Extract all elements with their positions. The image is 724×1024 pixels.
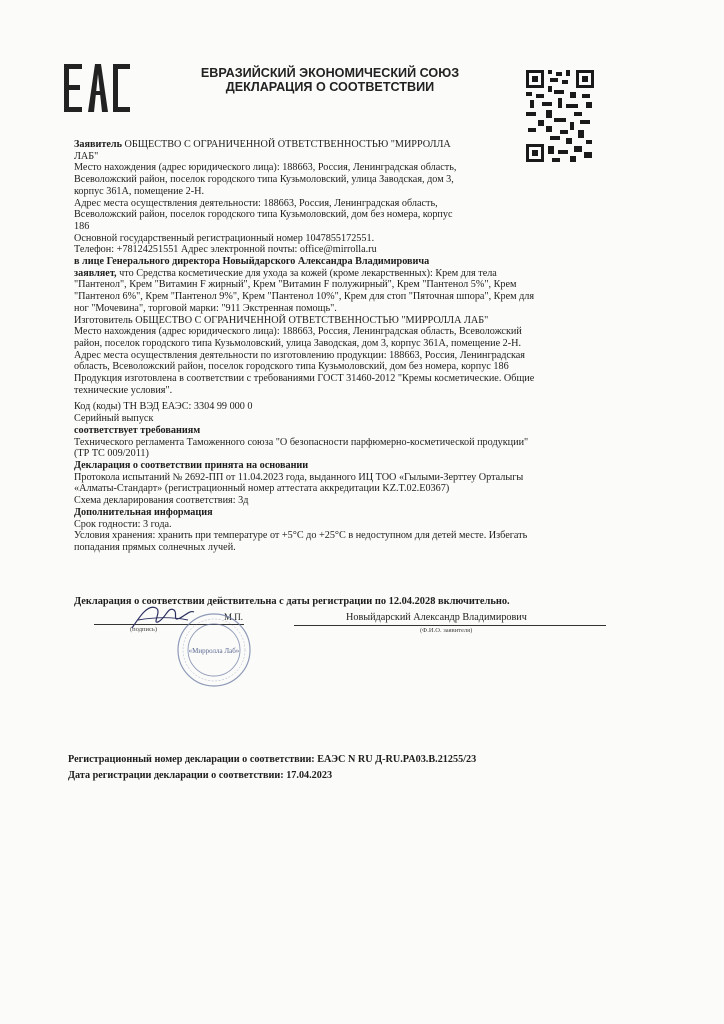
manufacturer: Изготовитель ОБЩЕСТВО С ОГРАНИЧЕННОЙ ОТВЕТСТВЕННОСТЬЮ "МИРРОЛЛА ЛАБ" [74, 314, 489, 326]
legal-address: Всеволожский район, поселок городского типа Кузьмоловский, улица Заводская, дом 3, [74, 174, 454, 186]
declaration-title: ДЕКЛАРАЦИЯ О СООТВЕТСТВИИ [225, 80, 435, 94]
signature-caption: (подпись) [130, 626, 157, 633]
validity-statement: Декларация о соответствии действительна с даты регистрации по 12.04.2028 включительно. [74, 596, 510, 607]
test-protocol: Протокола испытаний № 2692-ПП от 11.04.2023 года, выданного ИЦ ТОО «Гылыми-Зерттеу Орталыгы [74, 471, 524, 483]
product-description: "Пантенол", Крем "Витамин F жирный", Крем "Витамин F полужирный", Крем "Пантенол 5%", Крем [74, 279, 517, 291]
eac-mark-icon [64, 64, 130, 112]
name-line [294, 625, 606, 626]
release-type: Серийный выпуск [74, 413, 154, 425]
manufacturer-activity: Адрес места осуществления деятельности по изготовлению продукции: 188663, Россия, Ленинградская [74, 349, 525, 361]
applicant-label: Заявитель [74, 139, 122, 150]
basis-label: Декларация о соответствии принята на основании [74, 459, 309, 471]
seal-placeholder: М.П. [224, 612, 244, 622]
production-standard: технические условия". [74, 384, 173, 396]
shelf-life: Срок годности: 3 года. [74, 518, 172, 530]
registration-footer [68, 752, 476, 784]
ogrn: Основной государственный регистрационный номер 1047855172551. [74, 232, 375, 244]
registration-date: Дата регистрации декларации о соответствии: 17.04.2023 [68, 770, 333, 781]
applicant-name: ОБЩЕСТВО С ОГРАНИЧЕННОЙ ОТВЕТСТВЕННОСТЬЮ "МИРРОЛЛА [121, 139, 451, 150]
tech-regulation: Технического регламента Таможенного союза "О безопасности парфюмерно-косметической продукции" [74, 436, 529, 448]
tnved-code: Код (коды) ТН ВЭД ЕАЭС: 3304 99 000 0 [74, 401, 253, 413]
activity-address: 186 [74, 220, 90, 232]
activity-address: Всеволожский район, поселок городского типа Кузьмоловский, дом без номера, корпус [74, 209, 453, 221]
document-header [150, 66, 510, 94]
declares-label: заявляет, [74, 267, 117, 279]
storage-conditions: попадания прямых солнечных лучей. [74, 541, 236, 553]
name-caption: (Ф.И.О. заявителя) [420, 627, 473, 634]
applicant-name-cont: ЛАБ" [74, 150, 99, 162]
represented-by: в лице Генерального директора Новыйдарского Александра Владимировича [74, 256, 430, 268]
manufacturer-address: Место нахождения (адрес юридического лица): 188663, Россия, Ленинградская область, Всеволожский [74, 326, 522, 338]
contact-info: Телефон: +78124251551 Адрес электронной почты: office@mirrolla.ru [74, 244, 377, 256]
union-title: ЕВРАЗИЙСКИЙ ЭКОНОМИЧЕСКИЙ СОЮЗ [200, 66, 460, 80]
registration-number: Регистрационный номер декларации о соответствии: ЕАЭС N RU Д-RU.PA03.B.21255/23 [68, 754, 477, 765]
signatory-name: Новыйдарский Александр Владимирович [346, 612, 527, 623]
test-protocol: «Алматы-Стандарт» (регистрационный номер аттестата аккредитации KZ.T.02.E0367) [74, 483, 450, 495]
stamp-text: «Мирролла Лаб» [188, 647, 240, 655]
product-description: что Средства косметические для ухода за кожей (кроме лекарственных): Крем для тела [116, 267, 497, 279]
legal-address: корпус 361А, помещение 2-Н. [74, 185, 205, 197]
product-description: "Пантенол 6%", Крем "Пантенол 9%", Крем "Пантенол 10%", Крем для стоп "Пяточная шпора", Крем для [74, 291, 535, 303]
tech-regulation: (ТР ТС 009/2011) [74, 448, 149, 460]
storage-conditions: Условия хранения: хранить при температуре от +5°C до +25°C в недоступном для детей месте. Избегать [74, 530, 528, 542]
manufacturer-address: район, поселок городского типа Кузьмоловский, улица Заводская, дом 3, корпус 361А, помещение 2-Н. [74, 337, 522, 349]
company-stamp-icon [176, 612, 252, 688]
legal-address: Место нахождения (адрес юридического лица): 188663, Россия, Ленинградская область, [74, 162, 457, 174]
complies-label: соответствует требованиям [74, 424, 201, 436]
activity-address: Адрес места осуществления деятельности: 188663, Россия, Ленинградская область, [74, 197, 438, 209]
declaration-scheme: Схема декларирования соответствия: 3д [74, 495, 249, 507]
production-standard: Продукция изготовлена в соответствии с требованиями ГОСТ 31460-2012 "Кремы косметические. Общие [74, 373, 535, 385]
declaration-body [74, 139, 604, 554]
additional-info-label: Дополнительная информация [74, 506, 213, 518]
manufacturer-activity: область, Всеволожский район, поселок городского типа Кузьмоловский, дом без номера, корпус 186 [74, 361, 509, 373]
product-description: ног "Мочевина", торговой марки: "911 Экстренная помощь". [74, 302, 337, 314]
